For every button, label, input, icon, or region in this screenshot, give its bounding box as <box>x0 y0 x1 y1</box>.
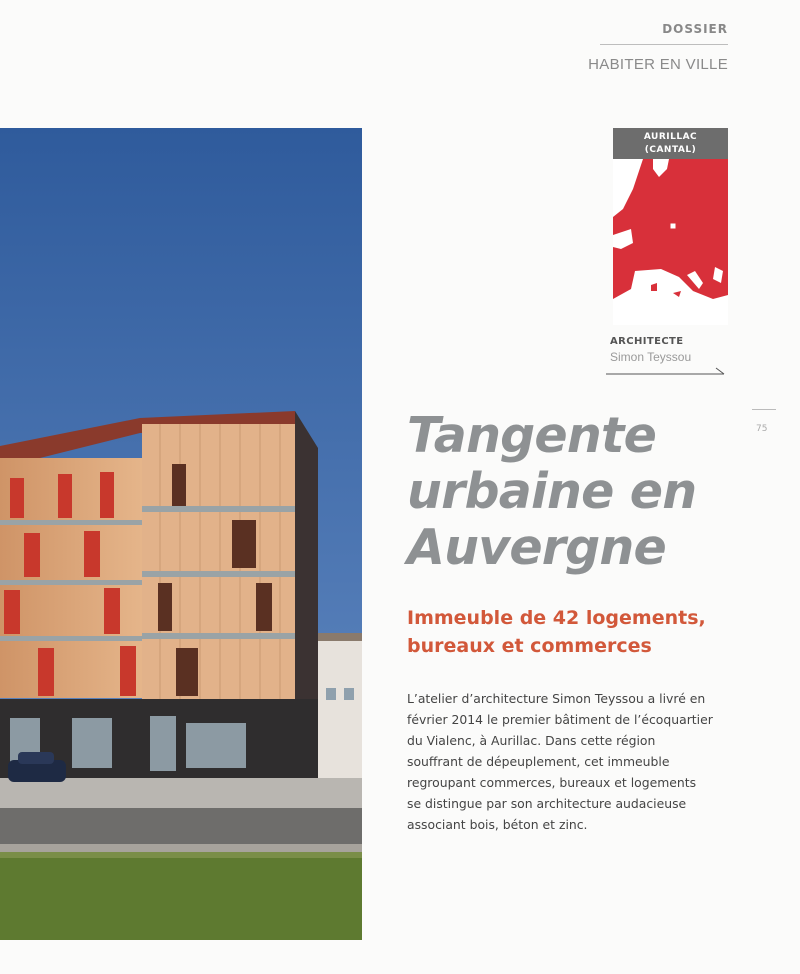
subtitle-line: Immeuble de 42 logements, <box>407 607 706 629</box>
map-location-city: AURILLAC <box>643 132 698 142</box>
architect-name: Simon Teyssou <box>610 350 692 364</box>
subtitle-line: bureaux et commerces <box>407 635 652 657</box>
header-divider <box>600 44 728 45</box>
intro-line: février 2014 le premier bâtiment de l’écoquartier <box>407 712 713 727</box>
intro-line: associant bois, béton et zinc. <box>407 817 588 832</box>
map-location-label <box>613 128 728 159</box>
title-line: urbaine en <box>407 463 697 520</box>
article-intro <box>407 688 737 835</box>
dossier-kicker: DOSSIER <box>662 22 728 36</box>
intro-line: souffrant de dépeuplement, cet immeuble <box>407 754 670 769</box>
title-line: Auvergne <box>407 519 666 576</box>
arrow-right-icon <box>606 366 730 378</box>
europe-map <box>613 159 728 325</box>
article-subtitle <box>407 604 737 660</box>
architect-label: ARCHITECTE <box>610 336 684 347</box>
intro-line: L’atelier d’architecture Simon Teyssou a livré en <box>407 691 706 706</box>
title-line: Tangente <box>407 407 657 464</box>
page-number: 75 <box>756 424 768 434</box>
building-photo <box>0 128 362 940</box>
intro-line: regroupant commerces, bureaux et logements <box>407 775 697 790</box>
section-title: HABITER EN VILLE <box>588 56 728 73</box>
map-location-department: (CANTAL) <box>644 145 697 155</box>
page-number-rule <box>752 409 776 410</box>
intro-line: se distingue par son architecture audacieuse <box>407 796 687 811</box>
intro-line: du Vialenc, à Aurillac. Dans cette région <box>407 733 656 748</box>
article-title <box>407 408 737 576</box>
